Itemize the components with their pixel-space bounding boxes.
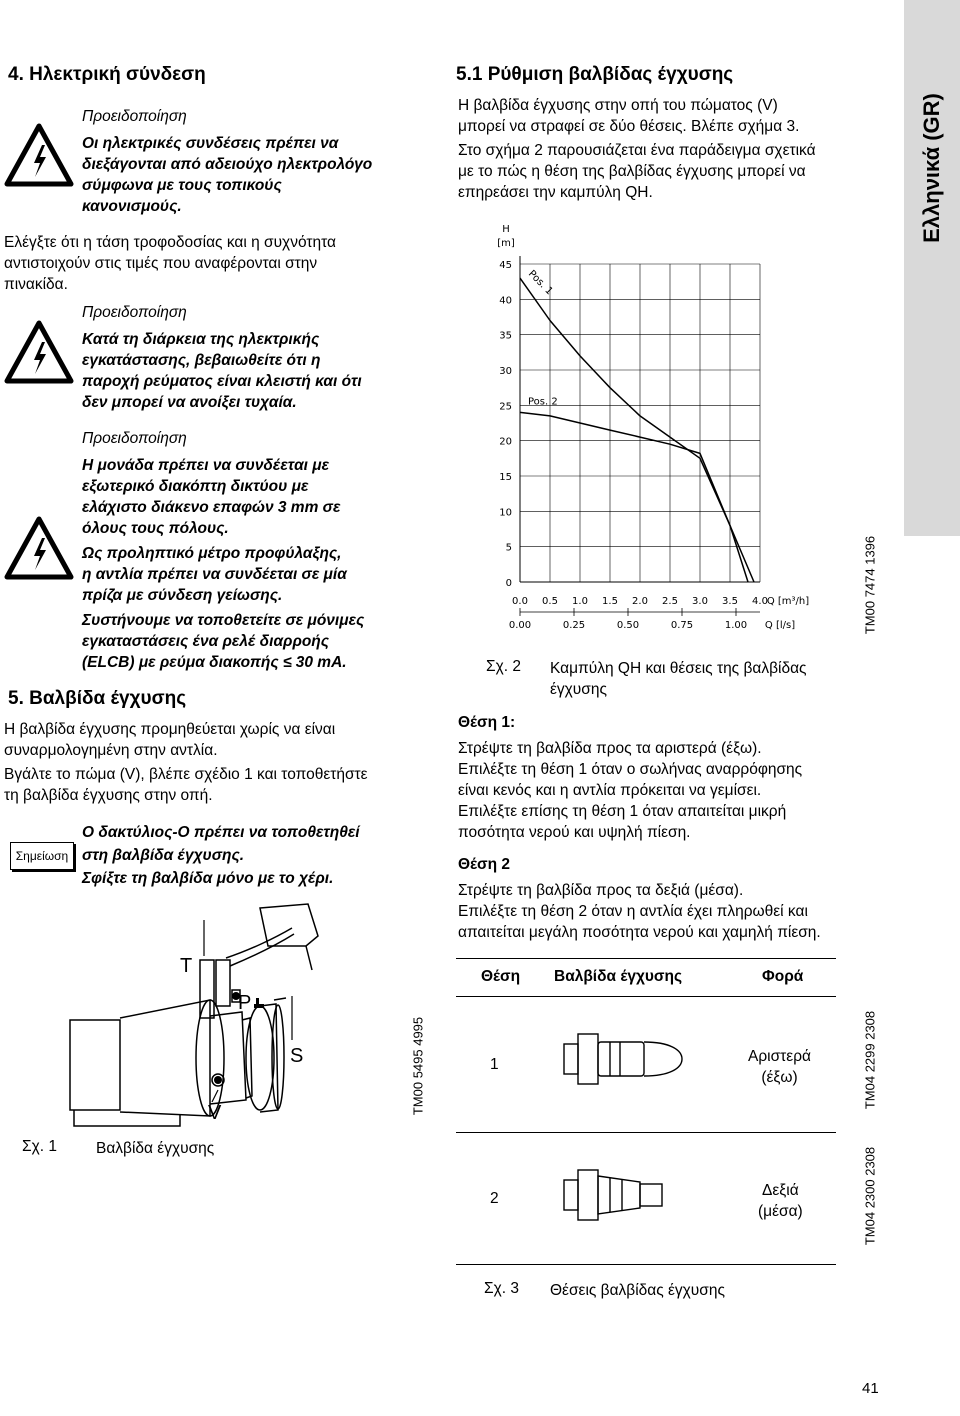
position-2-text: Στρέψτε τη βαλβίδα προς τα δεξιά (μέσα). Επιλέξτε τη θέση 2 όταν η αντλία έχει πληρωθεί και απαιτείται μεγάλη ποσότητα νερού και χαμηλή πίεση. <box>458 882 821 941</box>
warning-text <box>82 133 372 217</box>
position-1-text: Στρέψτε τη βαλβίδα προς τα αριστερά (έξω). Επιλέξτε τη θέση 1 όταν ο σωλήνας αναρρόφησης είναι κενός και η αντλία πρόκειται να γεμίσει. Επιλέξτε επίσης τη θέση 1 όταν απαιτείται μικρή ποσότητα νερού και υψηλή πίεση. <box>458 740 803 841</box>
table-row-1-tm-code: TM04 2299 2308 <box>862 1010 878 1110</box>
warning-title: Προειδοποίηση <box>82 304 187 321</box>
valve-rotation-paragraph: Η βαλβίδα έγχυσης στην οπή του πώματος (V) μπορεί να στραφεί σε δύο θέσεις. Βλέπε σχήμα 3. <box>458 97 800 135</box>
y-tick-label: 45 <box>499 260 512 271</box>
y-tick-label: 30 <box>499 366 512 377</box>
x2-tick-label: 1.00 <box>724 620 748 631</box>
x-tick-label: 2.5 <box>662 596 678 607</box>
series-label: Pos. 2 <box>528 396 558 408</box>
fig2-number: Σχ. 2 <box>486 658 521 675</box>
table-header-rule <box>456 996 836 997</box>
y-tick-label: 0 <box>505 578 512 589</box>
page-number: 41 <box>862 1380 879 1397</box>
x-tick-label: 3.5 <box>722 596 738 607</box>
fig2-caption: Καμπύλη QH και θέσεις της βαλβίδας έγχυσης <box>550 660 807 698</box>
qh-paragraph: Στο σχήμα 2 παρουσιάζεται ένα παράδειγμα σχετικά με το πώς η θέση της βαλβίδας έγχυσης μπορεί να επηρεάσει την καμπύλη QH. <box>458 142 816 201</box>
valve-position-2-drawing <box>560 1160 710 1230</box>
warning-title: Προειδοποίηση <box>82 108 187 125</box>
warning-text: Κατά τη διάρκεια της ηλεκτρικής εγκατάστασης, βεβαιωθείτε ότι η παροχή ρεύματος είναι κλειστή και ότι δεν μπορεί να ανοίξει τυχαία. <box>82 331 362 411</box>
warning-line: Οι ηλεκτρικές συνδέσεις πρέπει να <box>82 135 339 152</box>
warning-text: Η μονάδα πρέπει να συνδέεται με εξωτερικό διακόπτη δικτύου με ελάχιστο διάκενο επαφών 3 mm σε όλους τους πόλους. Ως προληπτικό μέτρο προφύλαξης, η αντλία πρέπει να συνδέεται σε μία πρίζα με σύνδεση γείωσης. Συστήνουμε να τοποθετείτε σε μόνιμες εγκαταστάσεις ένα ρελέ διαρροής (ELCB) με ρεύμα διακοπής ≤ 30 mA. <box>82 457 365 671</box>
table-row-2-position: 2 <box>490 1190 499 1207</box>
x-tick-label: 1.5 <box>602 596 618 607</box>
chart-series <box>520 278 754 582</box>
x2-tick-label: 0.25 <box>562 620 586 631</box>
pressure-icon <box>252 996 266 1010</box>
y-tick-label: 40 <box>499 295 512 307</box>
x2-tick-label: 0.00 <box>508 620 532 631</box>
x-tick-label: 0.0 <box>512 596 528 607</box>
x-tick-label: 4.0 <box>752 596 768 607</box>
x2-axis-label: Q [l/s] <box>764 620 796 631</box>
curve-pos2 <box>520 412 754 582</box>
x2-tick-label: 0.50 <box>616 620 640 631</box>
warning-line: διεξάγονται από αδειούχο ηλεκτρολόγο <box>82 156 373 173</box>
voltage-paragraph: Ελέγξτε ότι η τάση τροφοδοσίας και η συχνότητα αντιστοιχούν στις τιμές που αναφέρονται στην πινακίδα. <box>4 234 336 293</box>
label-P: P <box>238 992 252 1014</box>
x-axis-label: Q [m³/h] <box>766 596 810 607</box>
position-1-heading: Θέση 1: <box>458 714 516 731</box>
table-header-valve: Βαλβίδα έγχυσης <box>554 968 683 985</box>
y-tick-label: 15 <box>499 472 512 483</box>
table-row-1-position: 1 <box>490 1056 499 1073</box>
valve-supply-paragraph: Η βαλβίδα έγχυσης προμηθεύεται χωρίς να είναι συναρμολογημένη στην αντλία. <box>4 721 336 759</box>
fig1-number: Σχ. 1 <box>22 1138 57 1155</box>
y-axis-label: H <box>502 224 510 235</box>
table-header-position: Θέση <box>481 968 521 985</box>
table-header-direction: Φορά <box>762 968 804 985</box>
label-T: T <box>180 955 193 977</box>
warning-block-2 <box>82 304 362 413</box>
x2-tick-label: 0.75 <box>670 620 694 631</box>
section-4-heading: 4. Ηλεκτρική σύνδεση <box>8 64 206 85</box>
y-tick-label: 5 <box>505 542 512 554</box>
fig1-caption: Βαλβίδα έγχυσης <box>96 1140 215 1157</box>
valve-install-paragraph: Βγάλτε το πώμα (V), βλέπε σχέδιο 1 και τοποθετήστε τη βαλβίδα έγχυσης στην οπή. <box>4 766 368 804</box>
fig3-caption: Θέσεις βαλβίδας έγχυσης <box>550 1282 725 1299</box>
y-tick-label: 10 <box>499 507 512 519</box>
fig2-tm-code: TM00 7474 1396 <box>862 535 878 635</box>
language-tab <box>904 0 960 536</box>
table-top-rule <box>456 958 836 959</box>
fig3-number: Σχ. 3 <box>484 1280 519 1297</box>
table-bottom-rule <box>456 1264 836 1265</box>
curve-pos1 <box>520 278 748 582</box>
chart-labels <box>497 224 809 631</box>
electrical-warning-icon <box>4 516 74 580</box>
warning-title: Προειδοποίηση <box>82 430 187 447</box>
note-icon <box>10 842 74 870</box>
table-row-rule <box>456 1132 836 1133</box>
table-row-2-direction: Δεξιά (μέσα) <box>758 1182 803 1220</box>
x-tick-label: 0.5 <box>542 596 558 607</box>
warning-line: σύμφωνα με τους τοπικούς <box>82 177 282 194</box>
series-label: Pos. 1 <box>525 268 555 298</box>
warning-block-1 <box>82 108 372 217</box>
warning-line: κανονισμούς. <box>82 198 182 215</box>
y-tick-label: 35 <box>499 330 512 342</box>
y-tick-label: 20 <box>499 436 512 448</box>
label-S: S <box>290 1045 304 1067</box>
electrical-warning-icon <box>4 123 74 187</box>
table-row-2-tm-code: TM04 2300 2308 <box>862 1146 878 1246</box>
pump-drawing <box>60 900 390 1130</box>
electrical-warning-icon <box>4 320 74 384</box>
position-2-heading: Θέση 2 <box>458 856 511 873</box>
y-axis-unit: [m] <box>497 238 515 249</box>
x-tick-label: 3.0 <box>692 596 708 607</box>
note-text: Ο δακτύλιος-O πρέπει να τοποθετηθεί στη βαλβίδα έγχυσης. Σφίξτε τη βαλβίδα μόνο με το χέρι. <box>82 824 360 887</box>
section-5-heading: 5. Βαλβίδα έγχυσης <box>8 688 187 709</box>
chart-grid <box>520 264 760 582</box>
label-V: V <box>208 1102 222 1124</box>
table-row-1-direction: Αριστερά (έξω) <box>748 1048 811 1086</box>
warning-block-3 <box>82 430 364 673</box>
x-tick-label: 2.0 <box>632 596 648 607</box>
qh-chart <box>490 216 830 656</box>
y-tick-label: 25 <box>499 401 512 413</box>
section-51-heading: 5.1 Ρύθμιση βαλβίδας έγχυσης <box>456 64 734 85</box>
x-tick-label: 1.0 <box>572 596 588 607</box>
note-label: Σημείωση <box>15 849 69 863</box>
fig1-tm-code: TM00 5495 4995 <box>410 1016 426 1116</box>
language-tab-label: Ελληνικά (GR) <box>919 93 944 243</box>
valve-position-1-drawing <box>560 1024 710 1094</box>
